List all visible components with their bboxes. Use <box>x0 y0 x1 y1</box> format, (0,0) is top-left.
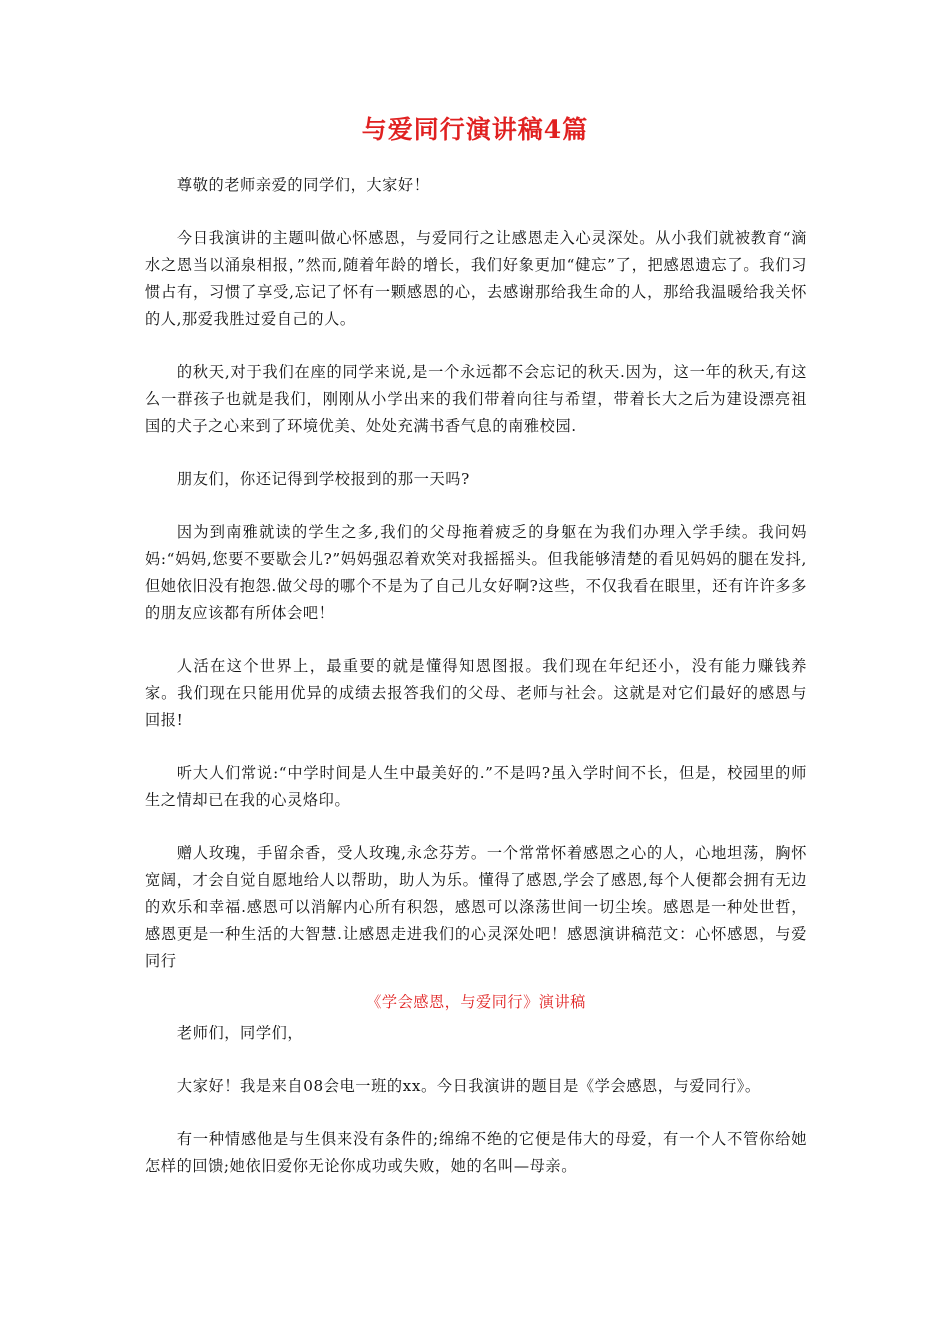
document-body <box>145 172 807 1206</box>
section-subtitle: 《学会感恩，与爱同行》演讲稿 <box>366 993 586 1011</box>
document-title: 与爱同行演讲稿4篇 <box>361 115 589 144</box>
paragraph: 的秋天,对于我们在座的同学来说,是一个永远都不会忘记的秋天.因为，这一年的秋天,有这么一群孩子也就是我们，刚刚从小学出来的我们带着向往与希望，带着长大之后为建设漂亮祖国的犬子之心来到了环境优美、处处充满书香气息的南雅校园. <box>145 363 807 435</box>
paragraph: 因为到南雅就读的学生之多,我们的父母拖着疲乏的身躯在为我们办理入学手续。我问妈妈:“妈妈,您要不要歇会儿?”妈妈强忍着欢笑对我摇摇头。但我能够清楚的看见妈妈的腿在发抖,但她依旧没有抱怨.做父母的哪个不是为了自己儿女好啊?这些，不仅我看在眼里，还有许许多多的朋友应该都有所体会吧！ <box>145 523 807 622</box>
paragraph: 朋友们，你还记得到学校报到的那一天吗? <box>176 470 470 488</box>
paragraph: 人活在这个世界上，最重要的就是懂得知恩图报。我们现在年纪还小，没有能力赚钱养家。我们现在只能用优异的成绩去报答我们的父母、老师与社会。这就是对它们最好的感恩与回报! <box>145 657 807 729</box>
paragraph-greeting: 尊敬的老师亲爱的同学们，大家好！ <box>176 176 430 194</box>
paragraph: 听大人们常说:“中学时间是人生中最美好的.”不是吗?虽入学时间不长，但是，校园里的师生之情却已在我的心灵烙印。 <box>145 764 807 809</box>
paragraph: 有一种情感他是与生俱来没有条件的;绵绵不绝的它便是伟大的母爱，有一个人不管你给她怎样的回馈;她依旧爱你无论你成功或失败，她的名叫—母亲。 <box>145 1130 807 1175</box>
paragraph-salutation: 老师们，同学们， <box>176 1024 304 1042</box>
paragraph: 大家好！我是来自08会电一班的xx。今日我演讲的题目是《学会感恩，与爱同行》。 <box>176 1077 761 1095</box>
paragraph: 赠人玫瑰，手留余香，受人玫瑰,永念芬芳。一个常常怀着感恩之心的人，心地坦荡，胸怀宽阔，才会自觉自愿地给人以帮助，助人为乐。懂得了感恩,学会了感恩,每个人便都会拥有无边的欢乐和幸福.感恩可以消解内心所有积怨，感恩可以涤荡世间一切尘埃。感恩是一种处世哲，感恩更是一种生活的大智慧.让感恩走进我们的心灵深处吧！感恩演讲稿范文：心怀感恩，与爱同行 <box>145 844 807 970</box>
paragraph: 今日我演讲的主题叫做心怀感恩，与爱同行之让感恩走入心灵深处。从小我们就被教育“滴水之恩当以涌泉相报，”然而,随着年龄的增长，我们好象更加“健忘”了，把感恩遗忘了。我们习惯占有，习惯了享受,忘记了怀有一颗感恩的心，去感谢那给我生命的人，那给我温暖给我关怀的人,那爱我胜过爱自己的人。 <box>145 229 807 328</box>
